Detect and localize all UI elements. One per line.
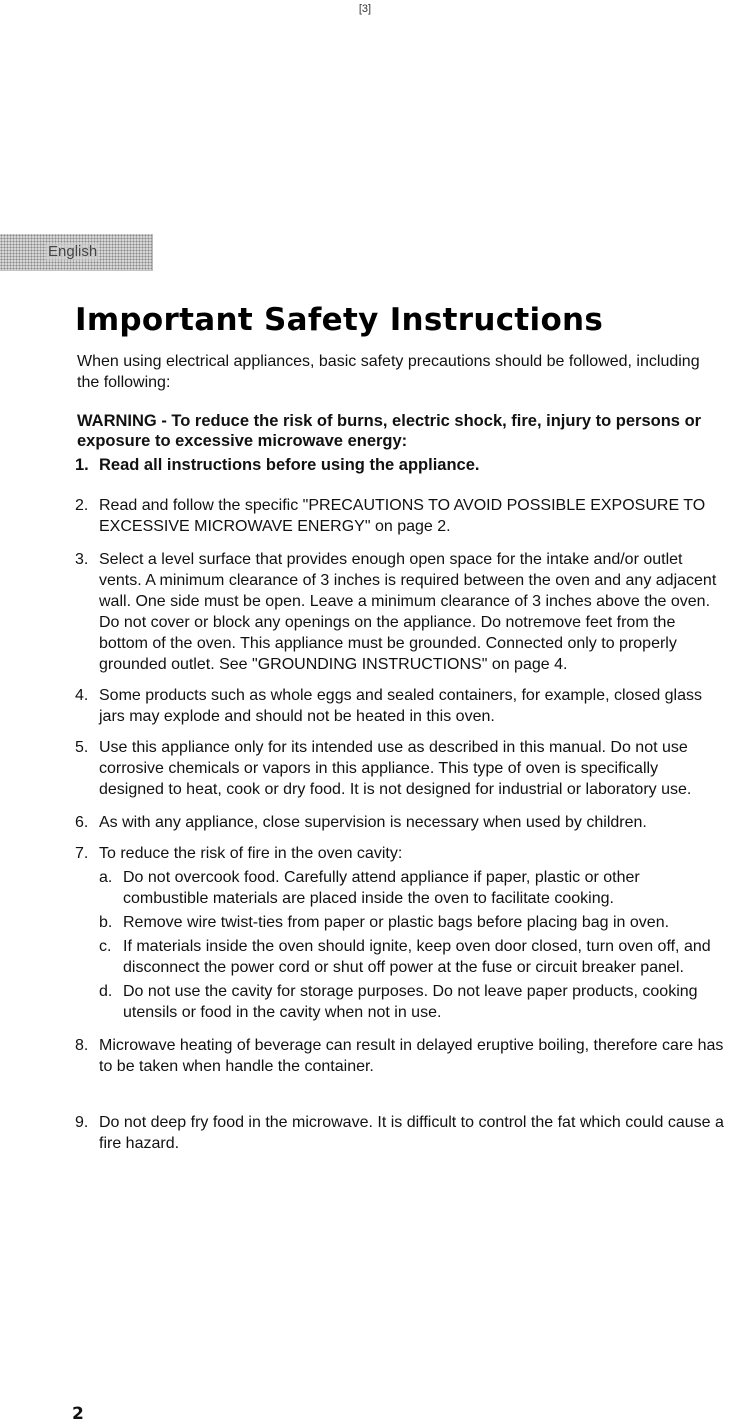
language-tab: [0, 234, 153, 271]
instruction-item-8: [75, 1035, 725, 1077]
sub-instruction-letter: c.: [99, 938, 112, 955]
instruction-text: Use this appliance only for its intended use as described in this manual. Do not use corrosive chemicals or vapors in this appliance. This type of oven is specifically designed to heat, cook or dry food. It is not designed for industrial or laboratory use.: [99, 739, 692, 798]
instruction-item-4: [75, 685, 725, 727]
sub-instruction-text: If materials inside the oven should ignite, keep oven door closed, turn oven off, and disconnect the power cord or shut off power at the fuse or circuit breaker panel.: [123, 938, 711, 976]
instruction-number: 7.: [75, 845, 89, 862]
sub-instruction-text: Do not overcook food. Carefully attend appliance if paper, plastic or other combustible materials are placed inside the oven to facilitate cooking.: [123, 869, 640, 907]
instruction-text: Read all instructions before using the appliance.: [99, 456, 480, 474]
instruction-text: Select a level surface that provides enough open space for the intake and/or outlet vents. A minimum clearance of 3 inches is required between the oven and any adjacent wall. One side must be open. Leave a minimum clearance of 3 inches above the oven. Do not cover or block any openings on the appliance. Do notremove feet from the bottom of the oven. This appliance must be grounded. Connected only to properly grounded outlet. See "GROUNDING INSTRUCTIONS" on page 4.: [99, 551, 717, 673]
instruction-text: As with any appliance, close supervision is necessary when used by children.: [99, 814, 647, 831]
intro-paragraph: When using electrical appliances, basic safety precautions should be followed, including the following:: [77, 353, 700, 391]
instruction-number: 2.: [75, 497, 89, 514]
instruction-number: 9.: [75, 1114, 89, 1131]
instruction-item-7: [75, 843, 725, 1023]
warning-heading: WARNING - To reduce the risk of burns, electric shock, fire, injury to persons or exposure to excessive microwave energy:: [77, 412, 702, 450]
instruction-number: 3.: [75, 551, 89, 568]
language-tab-label: English: [48, 243, 98, 260]
instruction-number: 1.: [75, 456, 89, 474]
sub-instruction-letter: b.: [99, 914, 113, 931]
instruction-text: Do not deep fry food in the microwave. It is difficult to control the fat which could cause a fire hazard.: [99, 1114, 724, 1152]
instruction-text: To reduce the risk of fire in the oven cavity:: [99, 845, 403, 862]
sub-instruction-letter: d.: [99, 983, 113, 1000]
instruction-number: 4.: [75, 687, 89, 704]
instruction-number: 6.: [75, 814, 89, 831]
instruction-number: 5.: [75, 739, 89, 756]
instruction-text: Microwave heating of beverage can result in delayed eruptive boiling, therefore care has to be taken when handle the container.: [99, 1037, 724, 1075]
sub-instruction-letter: a.: [99, 869, 113, 886]
instruction-item-5: [75, 737, 725, 800]
instruction-item-3: [75, 549, 725, 675]
instruction-item-1: [75, 455, 725, 476]
page-number: 2: [72, 1404, 84, 1424]
instruction-item-6: [75, 812, 725, 833]
page-title: Important Safety Instructions: [75, 302, 604, 338]
instruction-number: 8.: [75, 1037, 89, 1054]
instruction-item-9: [75, 1112, 725, 1154]
instruction-text: Some products such as whole eggs and sealed containers, for example, closed glass jars may explode and should not be heated in this oven.: [99, 687, 703, 725]
sub-instruction-a: [99, 867, 725, 909]
page-label: [3]: [358, 3, 372, 15]
sub-instruction-c: [99, 936, 725, 978]
sub-instruction-text: Do not use the cavity for storage purposes. Do not leave paper products, cooking utensils or food in the cavity when not in use.: [123, 983, 698, 1021]
sub-instruction-b: [99, 912, 725, 933]
instruction-list: [75, 455, 725, 1154]
instruction-item-2: [75, 495, 725, 537]
instruction-text: Read and follow the specific "PRECAUTIONS TO AVOID POSSIBLE EXPOSURE TO EXCESSIVE MICROWAVE ENERGY" on page 2.: [99, 497, 706, 535]
sub-instruction-list: [99, 867, 725, 1023]
sub-instruction-text: Remove wire twist-ties from paper or plastic bags before placing bag in oven.: [123, 914, 670, 931]
sub-instruction-d: [99, 981, 725, 1023]
